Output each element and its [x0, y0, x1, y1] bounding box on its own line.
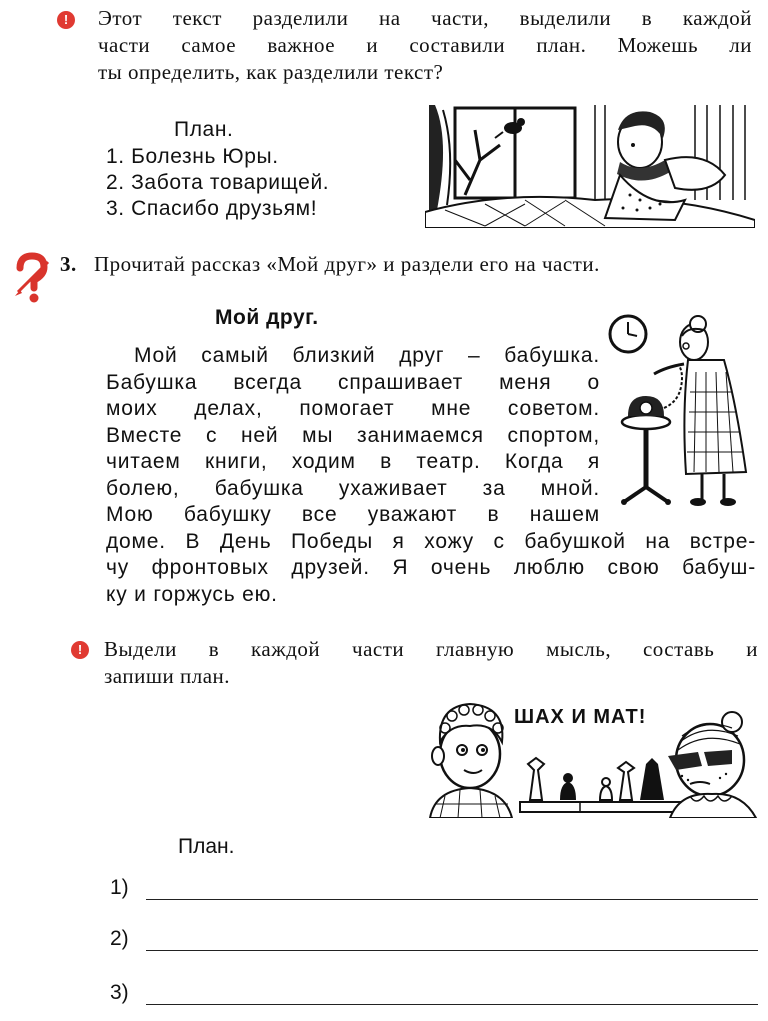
grandma-phone-illustration: [606, 312, 756, 512]
task-line: части самое важное и составили план. Можешь ли: [98, 33, 752, 57]
plan-list: [106, 144, 329, 222]
story-line: чу фронтовых друзей. Я очень люблю свою бабуш-: [106, 556, 756, 579]
task-top-text: [98, 5, 752, 86]
story-line: моих делах, помогает мне советом.: [106, 397, 600, 420]
task-line: запиши план.: [104, 664, 231, 688]
story-line: Мой самый близкий друг – бабушка.: [134, 344, 600, 367]
task3-text: Прочитай рассказ «Мой друг» и раздели его на части.: [94, 252, 600, 276]
task-bottom-text: [104, 636, 758, 690]
task-line: ты определить, как разделили текст?: [98, 60, 444, 84]
story-line: читаем книги, ходим в театр. Когда я: [106, 450, 600, 473]
answer-number: 3): [110, 981, 129, 1004]
question-pen-icon: [12, 252, 54, 304]
story-title: Мой друг.: [215, 306, 319, 329]
exclamation-marker-icon: !: [71, 641, 89, 659]
plan-title: План.: [174, 118, 234, 141]
task-line: Этот текст разделили на части, выделили в каждой: [98, 6, 752, 30]
answer-line-3[interactable]: [146, 1004, 758, 1005]
speech-bubble-text: ШАХ И МАТ!: [514, 706, 647, 728]
plan-item: 1. Болезнь Юры.: [106, 145, 279, 168]
story-line: ку и горжусь ею.: [106, 582, 278, 606]
plan-bottom-title: План.: [178, 835, 235, 858]
answer-number: 1): [110, 876, 129, 899]
task-line: Выдели в каждой части главную мысль, составь и: [104, 637, 758, 661]
story-line: Вместе с ней мы занимаемся спортом,: [106, 423, 600, 447]
story-line: Мою бабушку все уважают в нашем: [106, 503, 600, 526]
task3-number: 3.: [60, 252, 77, 276]
answer-line-1[interactable]: [146, 899, 758, 900]
answer-number: 2): [110, 927, 129, 950]
story-line: Бабушка всегда спрашивает меня о: [106, 370, 600, 394]
plan-item: 3. Спасибо друзьям!: [106, 197, 318, 220]
story-line: доме. В День Победы я хожу с бабушкой на встре-: [106, 529, 756, 553]
boy-in-bed-illustration: [425, 100, 755, 228]
exclamation-marker-icon: !: [57, 11, 75, 29]
chess-illustration: [420, 692, 758, 818]
answer-line-2[interactable]: [146, 950, 758, 951]
story-line: болею, бабушка ухаживает за мной.: [106, 476, 600, 500]
plan-item: 2. Забота товарищей.: [106, 171, 330, 194]
